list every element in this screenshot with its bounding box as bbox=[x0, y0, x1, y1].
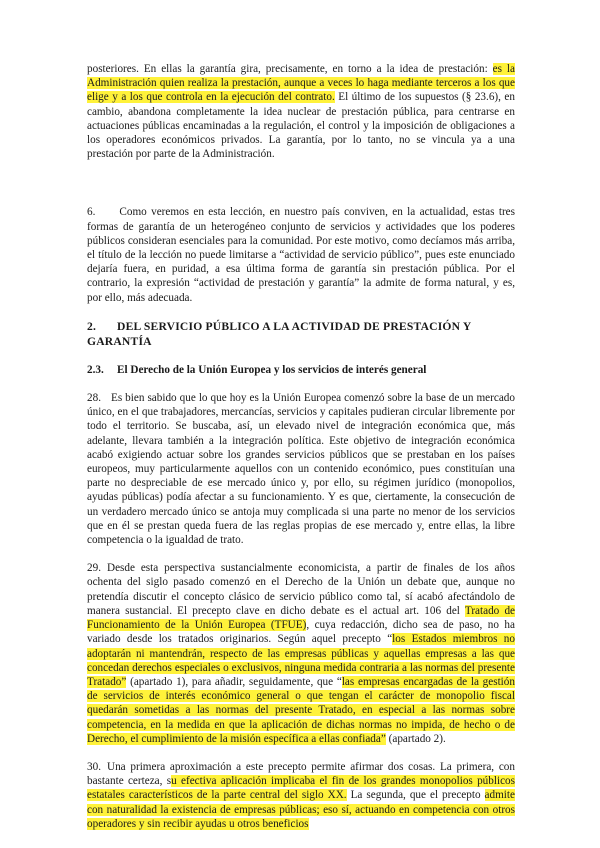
paragraph-text: posteriores. En ellas la garantía gira, precisamente, en torno a la idea de prestación: bbox=[87, 63, 493, 75]
paragraph-28 bbox=[87, 391, 515, 547]
paragraph-text: Desde esta perspectiva sustancialmente economicista, a partir de finales de los años ochenta del siglo pasado comenzó en el Derecho de la Unión un debate que, aunque no pretendía discutir el concepto clásico de servicio público como tal, sí acabó afectándolo de manera sustancial. El precepto clave en dicho debate es el actual art. 106 del bbox=[87, 562, 515, 617]
paragraph-number: 28. bbox=[87, 392, 101, 405]
highlighted-text: las empresas encargadas de la gestión de servicios de interés económico general o que tengan el carácter de monopolio fiscal quedarán sometidas a las normas del presente Tratado, en especial a las normas sobre competencia, en la medida en que la aplicación de dichas normas no impida, de hecho o de Derecho, el cumplimiento de la misión específica a ellas confiada” bbox=[87, 675, 515, 745]
paragraph-29 bbox=[87, 561, 515, 746]
highlighted-text: u efectiva aplicación implicaba el fin de los grandes monopolios públicos estatales característicos de la parte central del siglo XX. bbox=[87, 775, 515, 802]
highlighted-text: admite con naturalidad la existencia de empresas públicas; eso sí, actuando en competencia con otros operadores y sin recibir ayudas u otros beneficios bbox=[87, 789, 515, 830]
paragraph-intro bbox=[87, 62, 515, 161]
paragraph-text: La segunda, que el precepto bbox=[346, 789, 485, 802]
section-title: DEL SERVICIO PÚBLICO A LA ACTIVIDAD DE PRESTACIÓN Y GARANTÍA bbox=[87, 319, 472, 348]
highlighted-text: es la Administración quien realiza la prestación, aunque a veces lo haga mediante terceros a los que elige y a los que controla en la ejecución del contrato. bbox=[87, 63, 515, 104]
section-number: 2. bbox=[87, 319, 97, 333]
paragraph-number: 29. bbox=[87, 562, 101, 575]
highlighted-text: los Estados miembros no adoptarán ni mantendrán, respecto de las empresas públicas y aquellas empresas a las que concedan derechos especiales o exclusivos, ninguna medida contraria a las normas del presente Tratado” bbox=[87, 633, 515, 688]
paragraph-text: (apartado 2). bbox=[385, 732, 446, 745]
document-page bbox=[87, 62, 515, 831]
paragraph-text: Es bien sabido que lo que hoy es la Unión Europea comenzó sobre la base de un mercado único, en el que trabajadores, mercancías, servicios y capitales pudieran circular libremente por todo el territorio. Se buscaba, así, un elevado nivel de integración económica que, más adelante, llevara también a la integración política. Este objetivo de integración económica acabó exigiendo actuar sobre los grandes servicios públicos que se prestaban en los países europeos, muy particularmente aquellos con un contenido económico, pues constituían una parte no despreciable de ese mercado único y, por ello, su régimen jurídico (monopolios, ayudas públicas) podía afectar a su funcionamiento. Y es que, ciertamente, la consecución de un verdadero mercado único se antoja muy complicada si una parte no menor de los servicios que en él se prestan queda fuera de las reglas propias de ese mercado y, entre ellas, la libre competencia o la igualdad de trato. bbox=[87, 392, 515, 547]
paragraph-text: El último de los supuestos (§ 23.6), en cambio, abandona completamente la idea nuclear de prestación pública, para centrarse en actuaciones públicas encaminadas a la regulación, el control y la imposición de obligaciones a los operadores económicos privados. La garantía, por lo tanto, no se vincula ya a una prestación por parte de la Administración. bbox=[87, 91, 515, 161]
paragraph-text: Una primera aproximación a este precepto permite afirmar dos cosas. La primera, con bastante certeza, s bbox=[87, 760, 515, 788]
paragraph-text: , cuya redacción, dicho sea de paso, no ha variado desde los tratados originarios. Según aquel precepto “ bbox=[87, 619, 515, 646]
paragraph-30 bbox=[87, 760, 515, 831]
paragraph-number: 30. bbox=[87, 760, 101, 773]
subsection-title: El Derecho de la Unión Europea y los servicios de interés general bbox=[117, 363, 427, 376]
subsection-number: 2.3. bbox=[87, 363, 104, 376]
section-heading bbox=[87, 319, 515, 349]
paragraph-text: Como veremos en esta lección, en nuestro país conviven, en la actualidad, estas tres formas de garantía de un heterogéneo conjunto de servicios y actividades que los poderes públicos consideran esenciales para la comunidad. Por este motivo, como decíamos más arriba, el título de la lección no puede limitarse a “actividad de servicio público”, pues este enunciado dejaría fuera, en puridad, a esa última forma de garantía sin prestación pública. Por el contrario, la expresión “actividad de prestación y garantía” la admite de forma natural, y es, por ello, más adecuada. bbox=[87, 206, 515, 304]
paragraph-text: (apartado 1), para añadir, seguidamente, que “ bbox=[126, 675, 342, 688]
paragraph-6 bbox=[87, 205, 515, 304]
highlighted-text: Tratado de Funcionamiento de la Unión Europea (TFUE) bbox=[87, 604, 516, 632]
subsection-heading bbox=[87, 363, 515, 377]
paragraph-number: 6. bbox=[87, 206, 96, 219]
